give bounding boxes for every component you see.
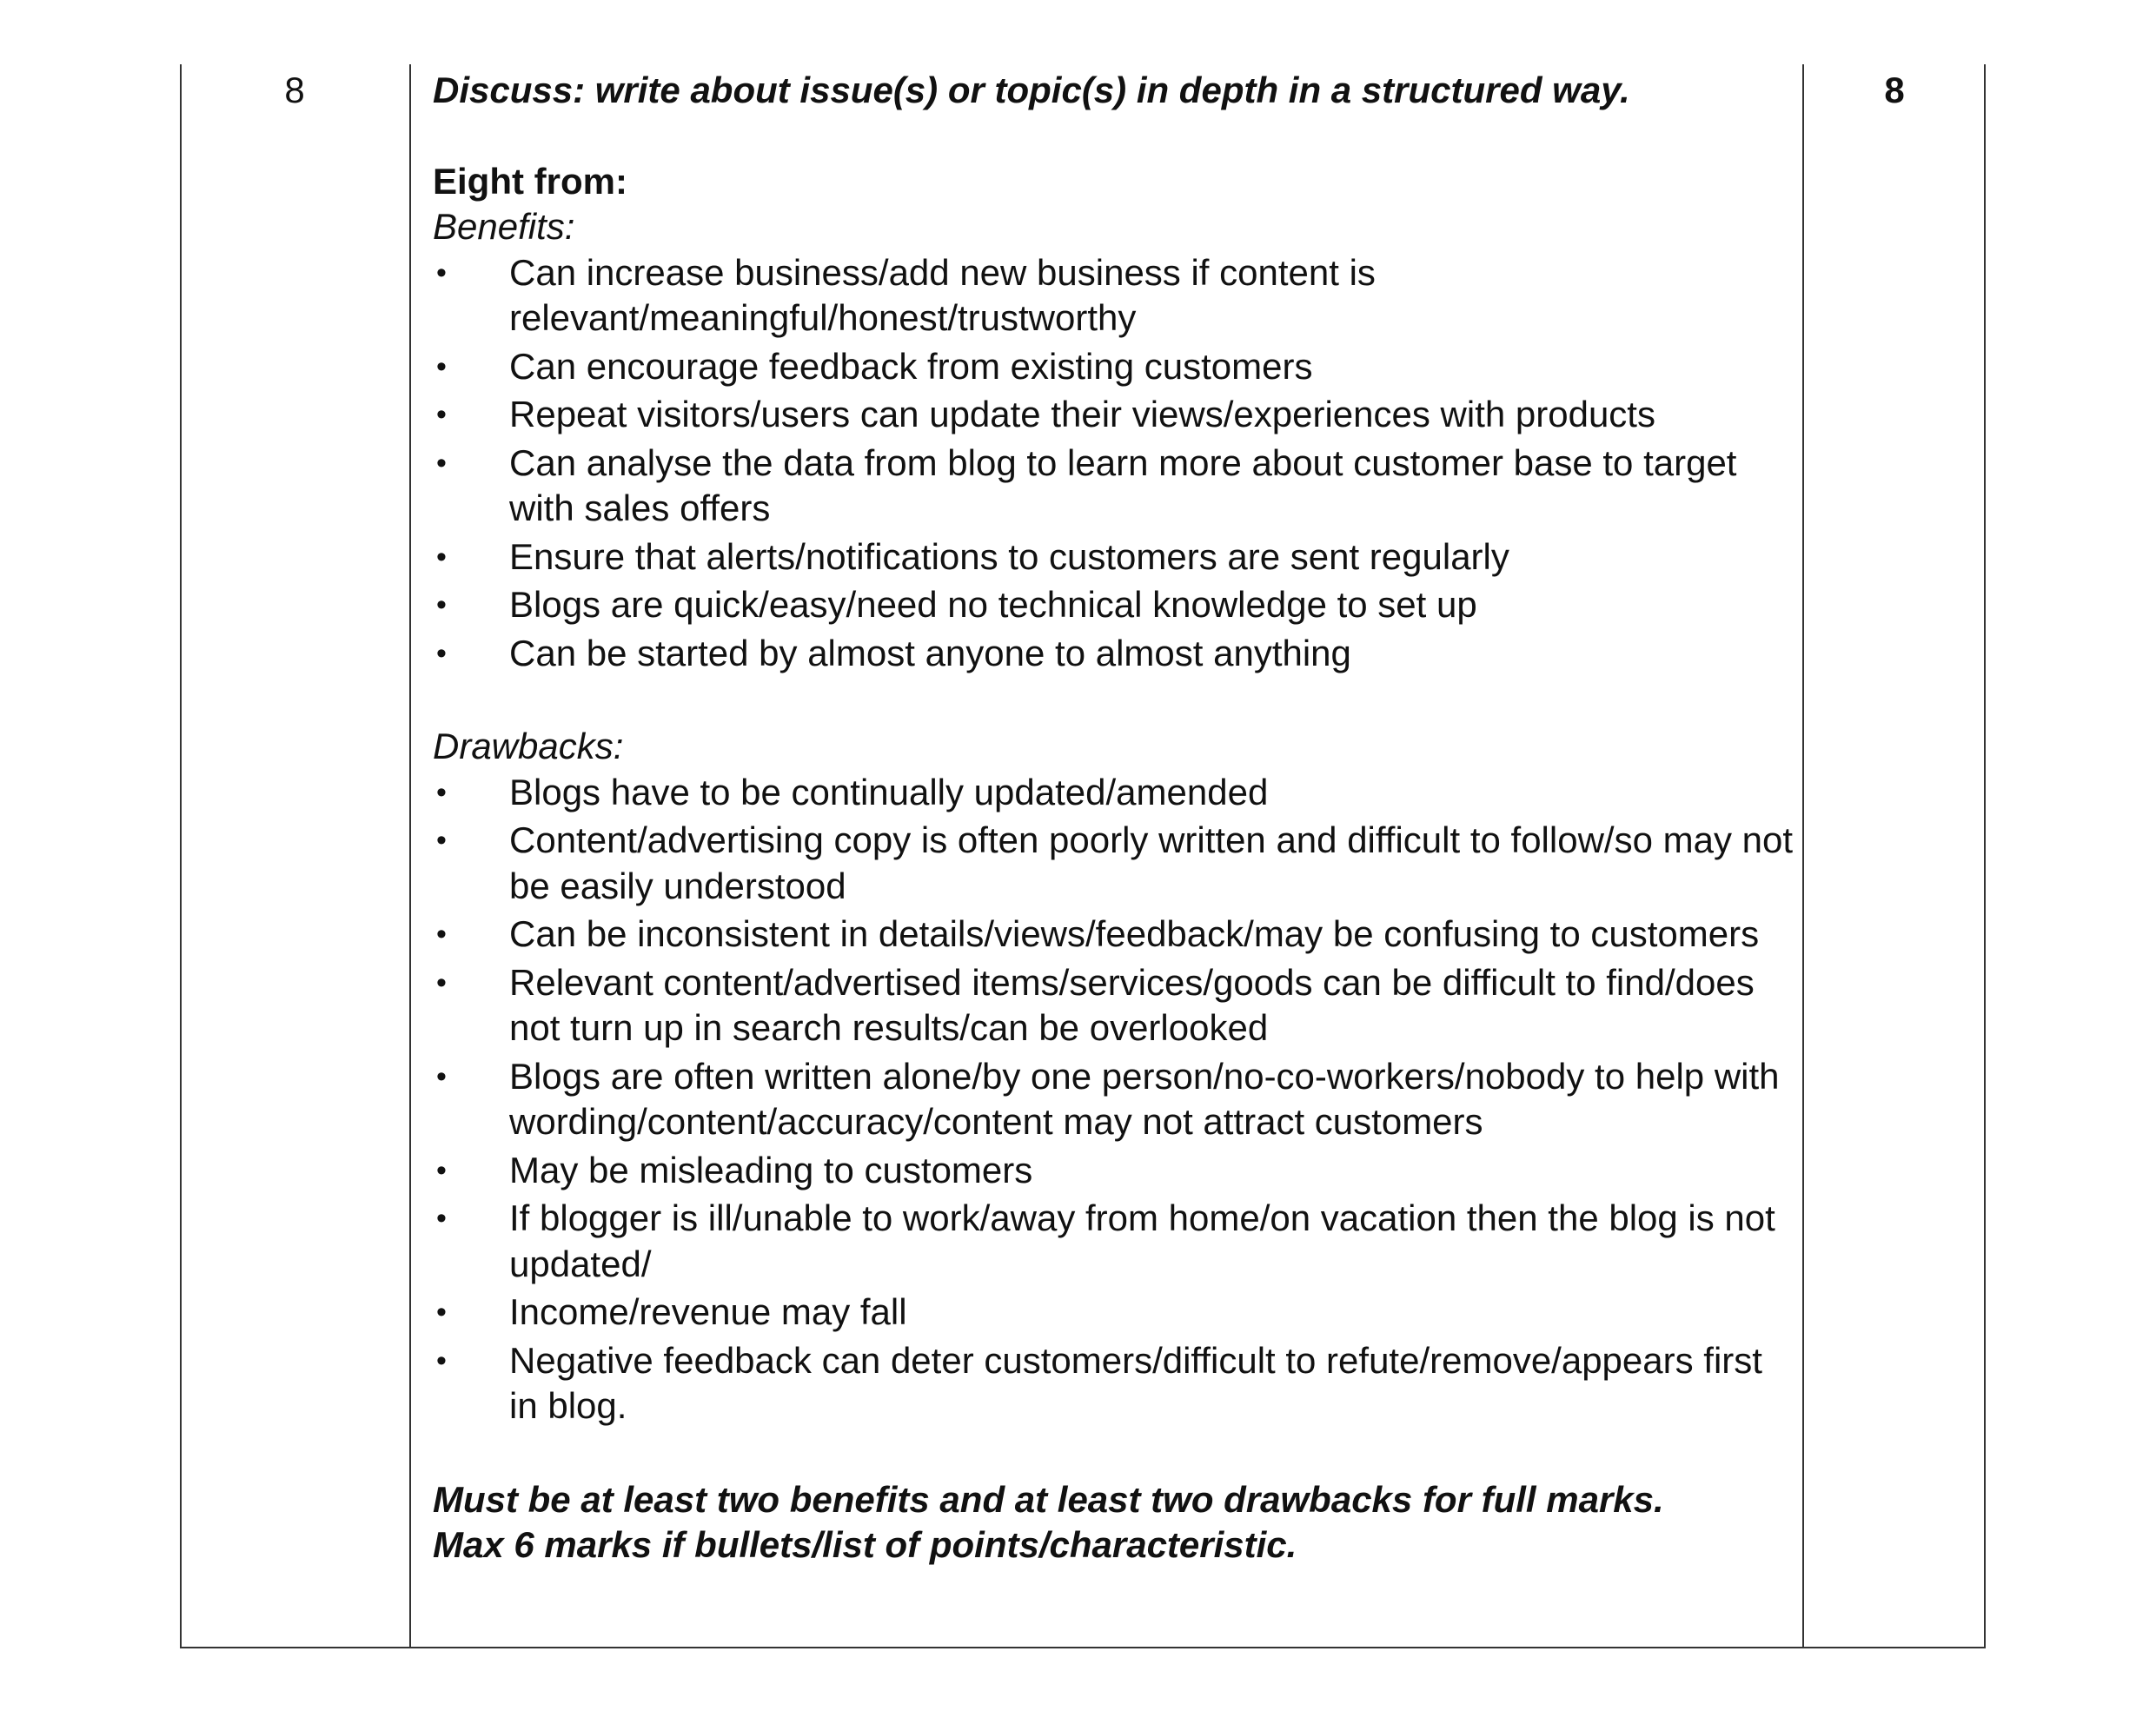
footnote-max-marks: Max 6 marks if bullets/list of points/characteristic. [433,1524,1297,1565]
bullet-icon: • [436,965,447,999]
drawbacks-item-text: Relevant content/advertised items/services/goods can be difficult to find/does not turn up in search results/can be overlooked [509,961,1755,1048]
drawbacks-item [433,770,1797,816]
benefits-item [433,582,1797,628]
drawbacks-item [433,1148,1797,1194]
benefits-item [433,250,1797,342]
bullet-icon: • [436,636,447,670]
benefits-item [433,392,1797,438]
benefits-item-text: Can analyse the data from blog to learn more about customer base to target with sales offers [509,441,1737,528]
drawbacks-item-text: If blogger is ill/unable to work/away from home/on vacation then the blog is not updated/ [509,1197,1775,1284]
instruction-text: Discuss: write about issue(s) or topic(s) in depth in a structured way. [433,70,1630,110]
bullet-icon: • [436,540,447,574]
drawbacks-item [433,960,1797,1051]
bullet-icon: • [436,824,447,857]
bullet-icon: • [436,446,447,480]
benefits-heading: Benefits: [433,206,575,247]
drawbacks-item-text: Blogs are often written alone/by one person/no-co-workers/nobody to help with wording/content/accuracy/content may not attract customers [509,1055,1780,1142]
footnote-full-marks: Must be at least two benefits and at least two drawbacks for full marks. [433,1478,1664,1520]
benefits-list [433,250,1797,677]
spacer [433,1432,1797,1477]
bullet-icon: • [436,1343,447,1377]
benefits-item [433,441,1797,532]
answer-content [433,68,1797,1568]
benefits-item-text: Can encourage feedback from existing customers [509,345,1313,387]
question-number: 8 [284,70,305,110]
drawbacks-item [433,1054,1797,1145]
drawbacks-item [433,912,1797,958]
drawbacks-item-text: Income/revenue may fall [509,1291,907,1332]
benefits-item [433,631,1797,677]
benefits-item [433,344,1797,390]
benefits-item-text: Can increase business/add new business if content is relevant/meaningful/honest/trustworthy [509,251,1376,338]
bullet-icon: • [436,775,447,809]
column-divider-question [409,64,411,1648]
drawbacks-item-text: Negative feedback can deter customers/difficult to refute/remove/appears first in blog. [509,1339,1762,1426]
bullet-icon: • [436,918,447,951]
bullet-icon: • [436,1202,447,1235]
drawbacks-item-text: Can be inconsistent in details/views/feedback/may be confusing to customers [509,913,1760,954]
drawbacks-item-text: Blogs have to be continually updated/amended [509,771,1269,812]
benefits-item-text: Can be started by almost anyone to almost anything [509,632,1351,673]
drawbacks-item-text: May be misleading to customers [509,1149,1033,1190]
drawbacks-item [433,1338,1797,1429]
benefits-item-text: Blogs are quick/easy/need no technical knowledge to set up [509,584,1477,625]
spacer [433,114,1797,159]
drawbacks-item [433,1290,1797,1336]
bullet-icon: • [436,1059,447,1093]
benefits-item [433,534,1797,580]
benefits-item-text: Repeat visitors/users can update their views/experiences with products [509,394,1655,434]
drawbacks-item [433,818,1797,909]
benefits-item-text: Ensure that alerts/notifications to customers are sent regularly [509,535,1509,577]
drawbacks-list [433,770,1797,1429]
spacer [433,679,1797,724]
marks-value: 8 [1884,70,1905,110]
eight-from-heading: Eight from: [433,160,627,202]
bullet-icon: • [436,588,447,621]
bullet-icon: • [436,1153,447,1187]
column-divider-marks [1802,64,1804,1648]
drawbacks-heading: Drawbacks: [433,726,624,766]
drawbacks-item-text: Content/advertising copy is often poorly written and difficult to follow/so may not be easily understood [509,819,1793,906]
bullet-icon: • [436,349,447,383]
bullet-icon: • [436,1296,447,1329]
bullet-icon: • [436,255,447,289]
drawbacks-item [433,1196,1797,1287]
bullet-icon: • [436,398,447,431]
